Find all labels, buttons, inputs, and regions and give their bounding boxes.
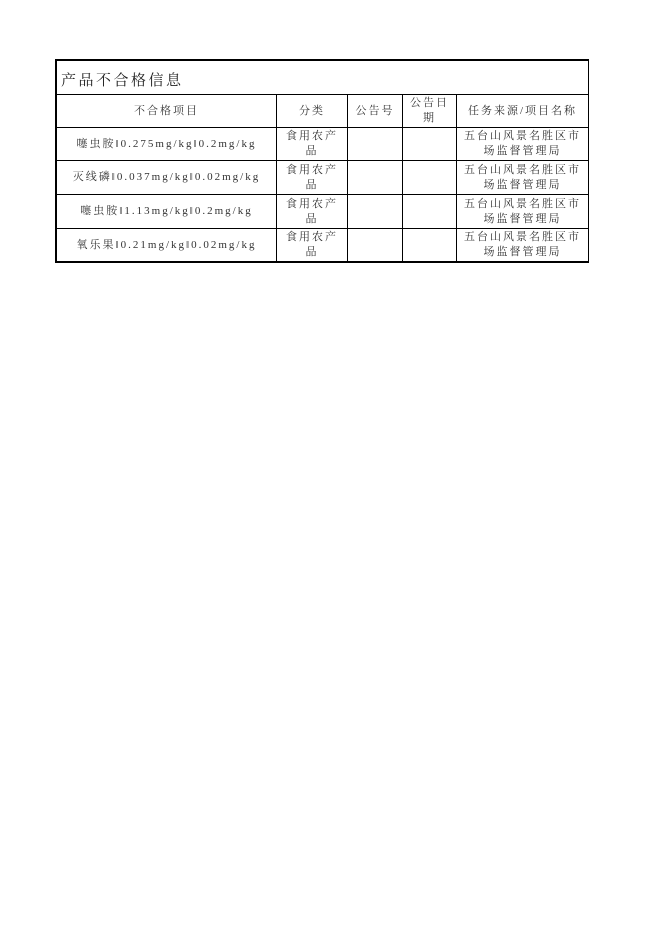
header-cell-notice-no	[348, 95, 403, 128]
cell-source	[457, 229, 589, 263]
cell-source	[457, 161, 589, 195]
cell-notice-no	[348, 128, 403, 161]
header-cell-item	[57, 95, 277, 128]
cell-item-text: 灭线磷‖0.037mg/kg‖0.02mg/kg	[72, 171, 261, 183]
header-label-source: 任务来源/项目名称	[467, 104, 578, 117]
cell-item	[57, 229, 277, 263]
header-label-notice-no: 公告号	[355, 104, 395, 117]
cell-category	[277, 195, 348, 229]
header-cell-source	[457, 95, 589, 128]
cell-notice-no	[348, 229, 403, 263]
cell-source-text: 五台山风景名胜区市场监督管理局	[464, 197, 581, 225]
cell-category-text: 食用农产品	[286, 163, 338, 191]
cell-notice-no	[348, 161, 403, 195]
cell-item	[57, 128, 277, 161]
cell-notice-date	[403, 195, 457, 229]
cell-source-text: 五台山风景名胜区市场监督管理局	[464, 163, 581, 191]
cell-item-text: 噻虫胺‖1.13mg/kg‖0.2mg/kg	[80, 205, 253, 217]
table-header-row	[57, 95, 589, 128]
table-row	[57, 229, 589, 263]
cell-notice-no	[348, 195, 403, 229]
cell-category-text: 食用农产品	[286, 130, 338, 157]
header-label-category: 分类	[299, 104, 325, 117]
cell-category	[277, 128, 348, 161]
header-cell-category	[277, 95, 348, 128]
cell-source	[457, 195, 589, 229]
nonconforming-info-table	[55, 59, 589, 263]
table-title: 产品不合格信息	[61, 73, 184, 89]
header-label-item: 不合格项目	[134, 104, 199, 117]
table-row	[57, 195, 589, 229]
cell-source-text: 五台山风景名胜区市场监督管理局	[464, 231, 581, 258]
cell-item-text: 噻虫胺‖0.275mg/kg‖0.2mg/kg	[76, 137, 257, 150]
cell-source	[457, 128, 589, 161]
cell-notice-date	[403, 229, 457, 263]
cell-category-text: 食用农产品	[286, 197, 338, 225]
cell-category	[277, 229, 348, 263]
cell-notice-date	[403, 128, 457, 161]
cell-source-text: 五台山风景名胜区市场监督管理局	[464, 130, 581, 157]
cell-notice-date	[403, 161, 457, 195]
header-label-notice-date: 公告日期	[410, 97, 449, 124]
cell-item	[57, 195, 277, 229]
cell-item-text: 氧乐果‖0.21mg/kg‖0.02mg/kg	[76, 238, 257, 251]
header-cell-notice-date	[403, 95, 457, 128]
cell-category-text: 食用农产品	[286, 231, 338, 258]
table-title-row	[57, 61, 589, 95]
cell-item	[57, 161, 277, 195]
cell-category	[277, 161, 348, 195]
table-row	[57, 128, 589, 161]
table-row	[57, 161, 589, 195]
